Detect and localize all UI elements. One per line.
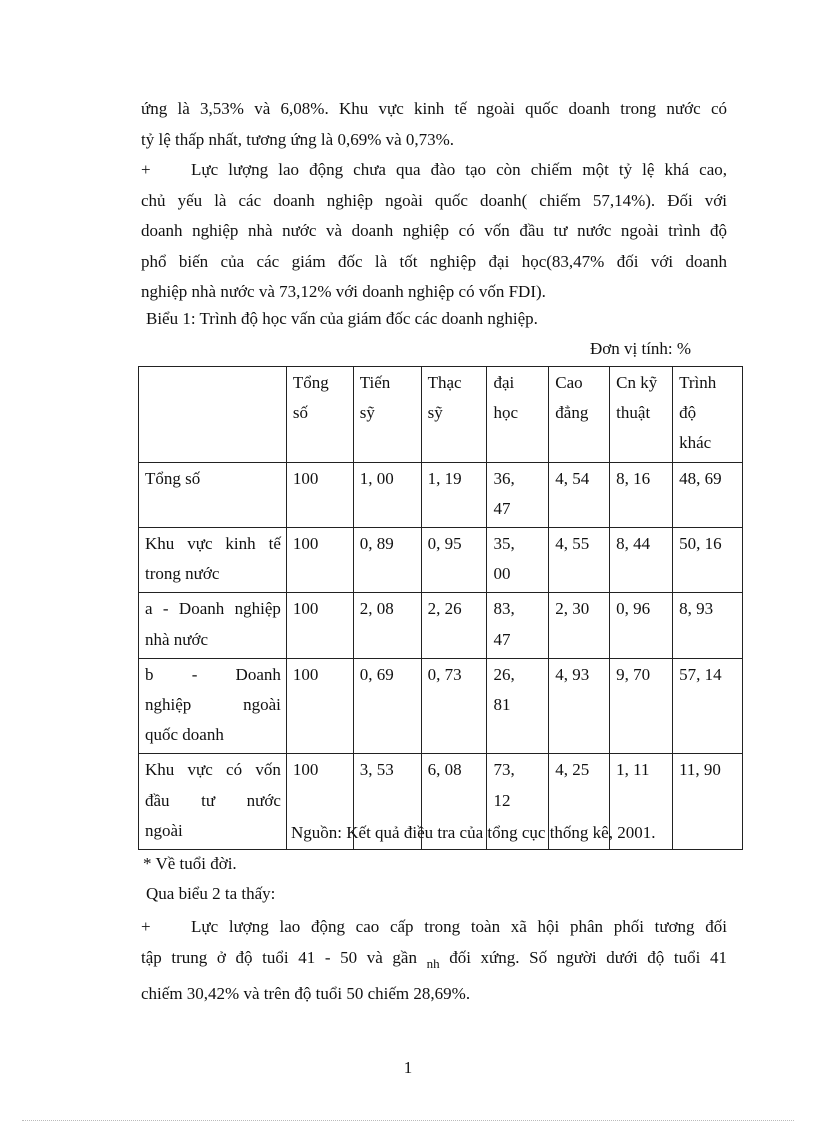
table-cell: 0, 73 <box>421 658 487 754</box>
header-cell-empty <box>139 367 287 463</box>
table-header-row <box>139 367 743 463</box>
row-label: Khu vực có vốn đầu tư nước ngoài <box>139 754 287 850</box>
table-cell: 8, 16 <box>610 462 673 527</box>
table-cell: 1, 19 <box>421 462 487 527</box>
paragraph-2 <box>141 155 727 308</box>
table-cell: 0, 69 <box>353 658 421 754</box>
table-row <box>139 528 743 593</box>
row-label: Tổng số <box>139 462 287 527</box>
table-cell: 4, 25 <box>549 754 610 850</box>
table-cell: 9, 70 <box>610 658 673 754</box>
bullet-marker: + <box>141 160 151 179</box>
table-cell: 2, 26 <box>421 593 487 658</box>
table-cell: 35, 00 <box>487 528 549 593</box>
paragraph-line-text: Lực lượng lao động cao cấp trong toàn xã hội phân phối tương đối <box>191 917 727 936</box>
table-cell: 6, 08 <box>421 754 487 850</box>
table-cell: 8, 44 <box>610 528 673 593</box>
table-cell: 100 <box>286 462 353 527</box>
header-cell: Tổng số <box>286 367 353 463</box>
paragraph-line <box>141 912 727 943</box>
subscript-fragment: nh <box>426 955 440 971</box>
paragraph-line: chủ yếu là các doanh nghiệp ngoài quốc doanh( chiếm 57,14%). Đối với <box>141 190 727 210</box>
table-cell: 11, 90 <box>673 754 743 850</box>
table-unit: Đơn vị tính: % <box>590 339 692 358</box>
table-cell: 48, 69 <box>673 462 743 527</box>
table-cell: 100 <box>286 658 353 754</box>
header-cell: Trình độ khác <box>673 367 743 463</box>
table-cell: 4, 93 <box>549 658 610 754</box>
table-cell: 26, 81 <box>487 658 549 754</box>
table-row <box>139 462 743 527</box>
header-cell: Tiến sỹ <box>353 367 421 463</box>
table-caption: Biểu 1: Trình độ học vấn của giám đốc các doanh nghiệp. <box>146 309 538 328</box>
header-cell: Cao đẳng <box>549 367 610 463</box>
header-cell: Thạc sỹ <box>421 367 487 463</box>
table-source: Nguồn: Kết quả điều tra của tổng cục thống kê, 2001. <box>291 823 656 842</box>
paragraph-line: tỷ lệ thấp nhất, tương ứng là 0,69% và 0,73%. <box>141 129 455 149</box>
page-number: 1 <box>403 1058 413 1077</box>
paragraph-1 <box>141 94 727 155</box>
bullet-marker: + <box>141 917 151 936</box>
table-cell: 100 <box>286 754 353 850</box>
paragraph-line: tập trung ở độ tuổi 41 - 50 và gần $_{nh}$ đối xứng. Số người dưới độ tuổi 41 <box>141 947 728 971</box>
table-cell: 100 <box>286 593 353 658</box>
paragraph-line: ứng là 3,53% và 6,08%. Khu vực kinh tế ngoài quốc doanh trong nước có <box>141 99 727 118</box>
table-row <box>139 593 743 658</box>
table-cell: 8, 93 <box>673 593 743 658</box>
table-cell: 100 <box>286 528 353 593</box>
table-cell: 3, 53 <box>353 754 421 850</box>
paragraph-line <box>141 155 727 186</box>
header-cell: đại học <box>487 367 549 463</box>
table-cell: 0, 95 <box>421 528 487 593</box>
page-bottom-border <box>22 1120 794 1121</box>
table-cell: 4, 54 <box>549 462 610 527</box>
row-label: a - Doanh nghiệp nhà nước <box>139 593 287 658</box>
table-cell: 36, 47 <box>487 462 549 527</box>
table-cell: 57, 14 <box>673 658 743 754</box>
education-level-table <box>138 366 743 850</box>
row-label: b - Doanh nghiệp ngoài quốc doanh <box>139 658 287 754</box>
table-cell: 1, 00 <box>353 462 421 527</box>
table-cell: 2, 08 <box>353 593 421 658</box>
table-cell: 50, 16 <box>673 528 743 593</box>
paragraph-line: nghiệp nhà nước và 73,12% với doanh nghiệp có vốn FDI). <box>141 282 546 302</box>
row-label: Khu vực kinh tế trong nước <box>139 528 287 593</box>
paragraph-3 <box>141 912 727 1010</box>
table-cell: 4, 55 <box>549 528 610 593</box>
table-row <box>139 658 743 754</box>
paragraph-line-text: Lực lượng lao động chưa qua đào tạo còn chiếm một tỷ lệ khá cao, <box>191 160 727 179</box>
section-heading: * Về tuổi đời. <box>143 854 237 873</box>
table-cell: 0, 96 <box>610 593 673 658</box>
table-cell: 0, 89 <box>353 528 421 593</box>
table-cell: 73, 12 <box>487 754 549 850</box>
table-cell: 83, 47 <box>487 593 549 658</box>
paragraph-line: chiếm 30,42% và trên độ tuổi 50 chiếm 28,69%. <box>141 984 471 1004</box>
paragraph-line: phổ biến của các giám đốc là tốt nghiệp đại học(83,47% đối với doanh <box>141 251 727 271</box>
table-cell: 2, 30 <box>549 593 610 658</box>
paragraph-line: doanh nghiệp nhà nước và doanh nghiệp có vốn đầu tư nước ngoài trình độ <box>141 221 727 241</box>
section-intro: Qua biểu 2 ta thấy: <box>146 884 276 903</box>
header-cell: Cn kỹ thuật <box>610 367 673 463</box>
table-cell: 1, 11 <box>610 754 673 850</box>
